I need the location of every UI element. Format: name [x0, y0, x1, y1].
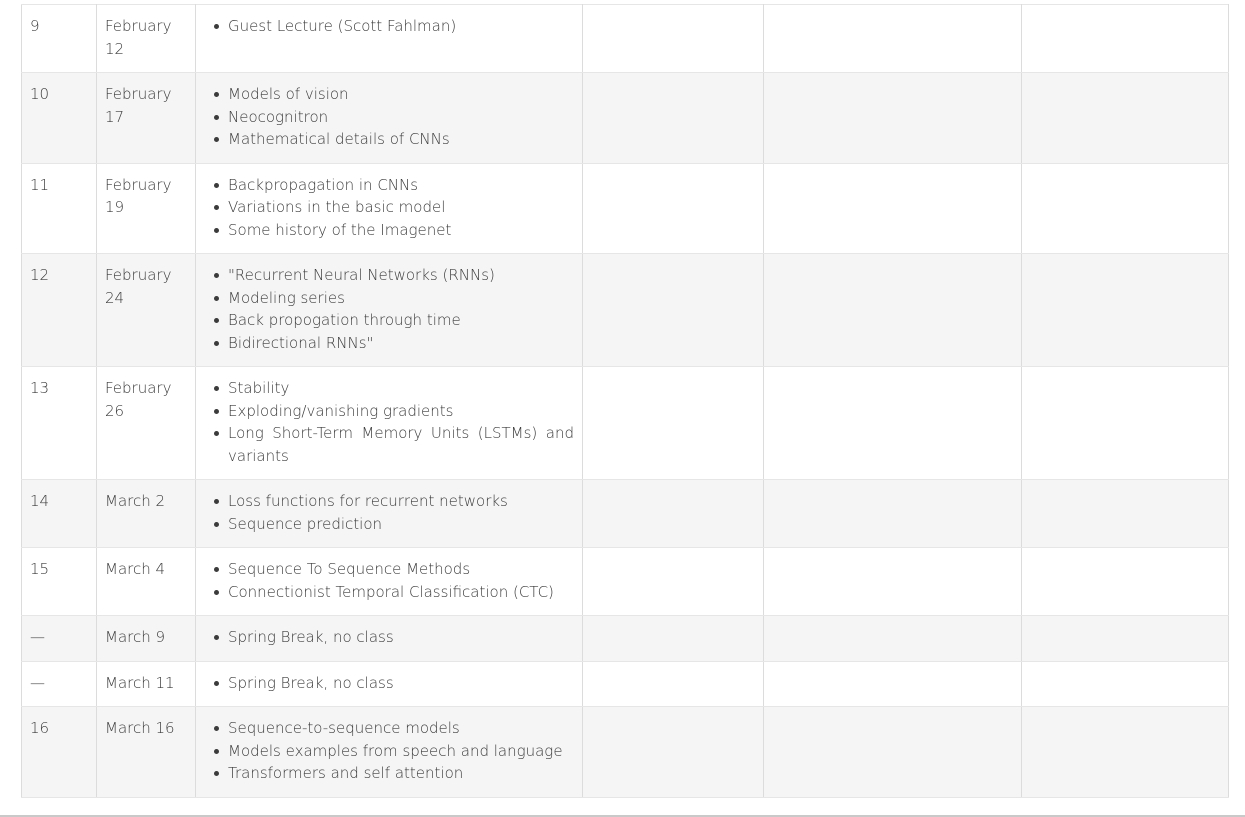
- topics-cell: [196, 661, 583, 707]
- topics-list: [204, 672, 574, 695]
- lecture-number-cell: 9: [22, 5, 97, 73]
- topic-item: Backpropagation in CNNs: [228, 174, 574, 197]
- additional-materials-cell: [1022, 73, 1229, 164]
- table-row: [22, 707, 1229, 798]
- topic-item: Modeling series: [228, 287, 574, 310]
- topics-list: [204, 558, 574, 603]
- slides-cell: [583, 367, 764, 480]
- table-row: [22, 548, 1229, 616]
- slides-cell: [583, 616, 764, 662]
- table-row: [22, 254, 1229, 367]
- topics-cell: [196, 367, 583, 480]
- topic-item: "Recurrent Neural Networks (RNNs): [228, 264, 574, 287]
- lecture-number-cell: 13: [22, 367, 97, 480]
- topic-item: Spring Break, no class: [228, 672, 574, 695]
- topic-item: Connectionist Temporal Classification (CTC): [228, 581, 574, 604]
- videos-cell: [764, 548, 1022, 616]
- slides-cell: [583, 73, 764, 164]
- topics-cell: [196, 616, 583, 662]
- lecture-number-cell: 11: [22, 163, 97, 254]
- date-cell: February 17: [97, 73, 196, 164]
- slides-cell: [583, 5, 764, 73]
- lecture-number-cell: —: [22, 661, 97, 707]
- date-cell: March 2: [97, 480, 196, 548]
- additional-materials-cell: [1022, 707, 1229, 798]
- slides-cell: [583, 661, 764, 707]
- topics-cell: [196, 5, 583, 73]
- topic-item: Sequence prediction: [228, 513, 574, 536]
- lecture-number-cell: 12: [22, 254, 97, 367]
- table-row: [22, 480, 1229, 548]
- date-cell: February 24: [97, 254, 196, 367]
- additional-materials-cell: [1022, 548, 1229, 616]
- videos-cell: [764, 480, 1022, 548]
- additional-materials-cell: [1022, 616, 1229, 662]
- topics-cell: [196, 480, 583, 548]
- slides-cell: [583, 480, 764, 548]
- topic-item: Exploding/vanishing gradients: [228, 400, 574, 423]
- topics-list: [204, 174, 574, 242]
- lecture-number-cell: 14: [22, 480, 97, 548]
- topics-list: [204, 490, 574, 535]
- topic-item: Sequence-to-sequence models: [228, 717, 574, 740]
- additional-materials-cell: [1022, 163, 1229, 254]
- topic-item: Spring Break, no class: [228, 626, 574, 649]
- date-cell: February 12: [97, 5, 196, 73]
- lecture-number-cell: 10: [22, 73, 97, 164]
- topic-item: Variations in the basic model: [228, 196, 574, 219]
- topic-item: Models of vision: [228, 83, 574, 106]
- topics-list: [204, 264, 574, 354]
- slides-cell: [583, 707, 764, 798]
- table-row: [22, 661, 1229, 707]
- topic-item: Guest Lecture (Scott Fahlman): [228, 15, 574, 38]
- slides-cell: [583, 163, 764, 254]
- table-row: [22, 616, 1229, 662]
- additional-materials-cell: [1022, 254, 1229, 367]
- topics-cell: [196, 254, 583, 367]
- videos-cell: [764, 163, 1022, 254]
- topic-item: Transformers and self attention: [228, 762, 574, 785]
- slides-cell: [583, 254, 764, 367]
- topics-list: [204, 717, 574, 785]
- additional-materials-cell: [1022, 480, 1229, 548]
- videos-cell: [764, 661, 1022, 707]
- topics-cell: [196, 707, 583, 798]
- date-cell: March 9: [97, 616, 196, 662]
- videos-cell: [764, 73, 1022, 164]
- videos-cell: [764, 5, 1022, 73]
- topic-item: Sequence To Sequence Methods: [228, 558, 574, 581]
- date-cell: March 16: [97, 707, 196, 798]
- topics-list: [204, 15, 574, 38]
- topics-list: [204, 83, 574, 151]
- additional-materials-cell: [1022, 367, 1229, 480]
- topic-item: Some history of the Imagenet: [228, 219, 574, 242]
- topic-item: Long Short-Term Memory Units (LSTMs) and variants: [228, 422, 574, 467]
- date-cell: February 26: [97, 367, 196, 480]
- lecture-number-cell: 15: [22, 548, 97, 616]
- topic-item: Stability: [228, 377, 574, 400]
- table-row: [22, 5, 1229, 73]
- schedule-table-container: [21, 4, 1229, 798]
- schedule-table: [21, 4, 1229, 798]
- date-cell: March 4: [97, 548, 196, 616]
- additional-materials-cell: [1022, 661, 1229, 707]
- videos-cell: [764, 707, 1022, 798]
- topics-list: [204, 626, 574, 649]
- date-cell: March 11: [97, 661, 196, 707]
- topics-list: [204, 377, 574, 467]
- date-cell: February 19: [97, 163, 196, 254]
- table-row: [22, 73, 1229, 164]
- slides-cell: [583, 548, 764, 616]
- videos-cell: [764, 367, 1022, 480]
- topics-cell: [196, 548, 583, 616]
- topic-item: Neocognitron: [228, 106, 574, 129]
- topic-item: Back propogation through time: [228, 309, 574, 332]
- topic-item: Bidirectional RNNs": [228, 332, 574, 355]
- table-row: [22, 163, 1229, 254]
- lecture-number-cell: 16: [22, 707, 97, 798]
- topic-item: Loss functions for recurrent networks: [228, 490, 574, 513]
- topics-cell: [196, 73, 583, 164]
- videos-cell: [764, 254, 1022, 367]
- videos-cell: [764, 616, 1022, 662]
- topics-cell: [196, 163, 583, 254]
- schedule-table-body: [22, 5, 1229, 798]
- additional-materials-cell: [1022, 5, 1229, 73]
- topic-item: Mathematical details of CNNs: [228, 128, 574, 151]
- lecture-number-cell: —: [22, 616, 97, 662]
- table-row: [22, 367, 1229, 480]
- topic-item: Models examples from speech and language: [228, 740, 574, 763]
